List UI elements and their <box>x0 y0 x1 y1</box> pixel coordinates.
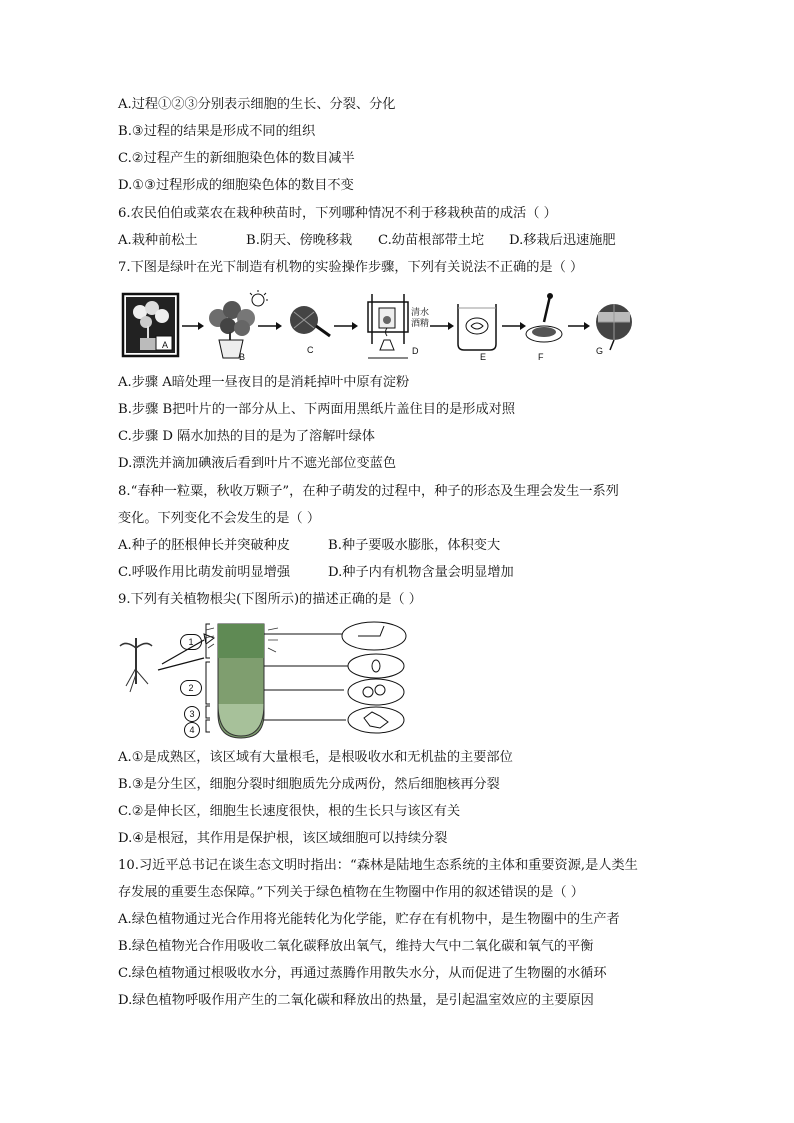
q8-stem-line2: 变化。下列变化不会发生的是（ ） <box>118 511 321 526</box>
q10-stem-line2: 存发展的重要生态保障。”下列关于绿色植物在生物圈中作用的叙述错误的是（ ） <box>118 885 584 900</box>
fig-label-a: A <box>162 340 169 350</box>
q8-option-a: A.种子的胚根伸长并突破种皮 <box>118 538 290 553</box>
q5-option-b: B.③过程的结果是形成不同的组织 <box>118 124 316 139</box>
step-f-dish-dropper <box>526 293 562 342</box>
q10-option-c: C.绿色植物通过根吸收水分，再通过蒸腾作用散失水分，从而促进了生物圈的水循环 <box>118 966 607 981</box>
fig-water-label: 清水 <box>411 307 430 317</box>
seedling-icon <box>120 638 152 692</box>
step-b-lit-plant <box>209 290 268 358</box>
step-a-dark-plant <box>123 294 178 356</box>
fig-label-f: F <box>538 352 544 362</box>
step-e-beaker <box>458 304 496 350</box>
q9-stem: 9.下列有关植物根尖(下图所示)的描述正确的是（ ） <box>118 592 422 607</box>
q7-experiment-figure <box>118 288 643 360</box>
root-zone-label-2: 2 <box>180 680 202 696</box>
q5-option-c: C.②过程产生的新细胞染色体的数目减半 <box>118 151 355 166</box>
q5-option-a: A.过程①②③分别表示细胞的生长、分裂、分化 <box>118 97 396 112</box>
q8-option-c: C.呼吸作用比萌发前明显增强 <box>118 565 291 580</box>
q7-option-a: A.步骤 A暗处理一昼夜目的是消耗掉叶中原有淀粉 <box>118 375 410 390</box>
q6-option-c: C.幼苗根部带土坨 <box>378 233 485 248</box>
fig-alcohol-label: 酒精 <box>411 318 430 328</box>
q9-option-d: D.④是根冠，其作用是保护根，该区域细胞可以持续分裂 <box>118 831 448 846</box>
q7-option-b: B.步骤 B把叶片的一部分从上、下两面用黑纸片盖住目的是形成对照 <box>118 402 516 417</box>
fig-label-g: G <box>596 346 604 356</box>
q8-option-b: B.种子要吸水膨胀，体积变大 <box>328 538 501 553</box>
q10-option-d: D.绿色植物呼吸作用产生的二氧化碳和释放出的热量，是引起温室效应的主要原因 <box>118 993 594 1008</box>
fig-label-c: C <box>307 345 314 355</box>
q9-option-a: A.①是成熟区，该区域有大量根毛，是根吸收水和无机盐的主要部位 <box>118 750 513 765</box>
q9-option-b: B.③是分生区，细胞分裂时细胞质先分成两份，然后细胞核再分裂 <box>118 777 500 792</box>
q10-option-a: A.绿色植物通过光合作用将光能转化为化学能，贮存在有机物中，是生物圈中的生产者 <box>118 912 620 927</box>
q7-stem: 7.下图是绿叶在光下制造有机物的实验操作步骤，下列有关说法不正确的是（ ） <box>118 260 584 275</box>
fig-label-e: E <box>480 352 487 362</box>
step-g-result-leaf <box>596 304 632 350</box>
q7-option-c: C.步骤 D 隔水加热的目的是为了溶解叶绿体 <box>118 429 375 444</box>
step-c-leaf <box>290 306 330 336</box>
root-zone-label-3: 3 <box>184 706 200 722</box>
step-d-water-bath <box>368 294 408 358</box>
q6-stem: 6.农民伯伯或菜农在栽种秧苗时，下列哪种情况不利于移栽秧苗的成活（ ） <box>118 206 557 221</box>
q9-root-tip-figure <box>118 618 418 740</box>
fig-label-d: D <box>412 346 419 356</box>
q10-option-b: B.绿色植物光合作用吸收二氧化碳释放出氧气，维持大气中二氧化碳和氧气的平衡 <box>118 939 594 954</box>
q6-option-b: B.阴天、傍晚移栽 <box>246 233 353 248</box>
q5-option-d: D.①③过程形成的细胞染色体的数目不变 <box>118 178 354 193</box>
q6-option-a: A.栽种前松土 <box>118 233 198 248</box>
q10-stem-line1: 10.习近平总书记在谈生态文明时指出：“森林是陆地生态系统的主体和重要资源,是人类生 <box>118 858 638 873</box>
q6-option-d: D.移栽后迅速施肥 <box>509 233 616 248</box>
q9-option-c: C.②是伸长区，细胞生长速度很快，根的生长只与该区有关 <box>118 804 461 819</box>
fig-label-b: B <box>239 352 246 362</box>
q7-option-d: D.漂洗并滴加碘液后看到叶片不遮光部位变蓝色 <box>118 456 397 471</box>
q8-stem-line1: 8.“春种一粒粟，秋收万颗子”，在种子萌发的过程中，种子的形态及生理会发生一系列 <box>118 484 619 499</box>
root-zone-label-4: 4 <box>184 722 200 738</box>
q8-option-d: D.种子内有机物含量会明显增加 <box>328 565 514 580</box>
root-zone-label-1: 1 <box>180 634 202 650</box>
